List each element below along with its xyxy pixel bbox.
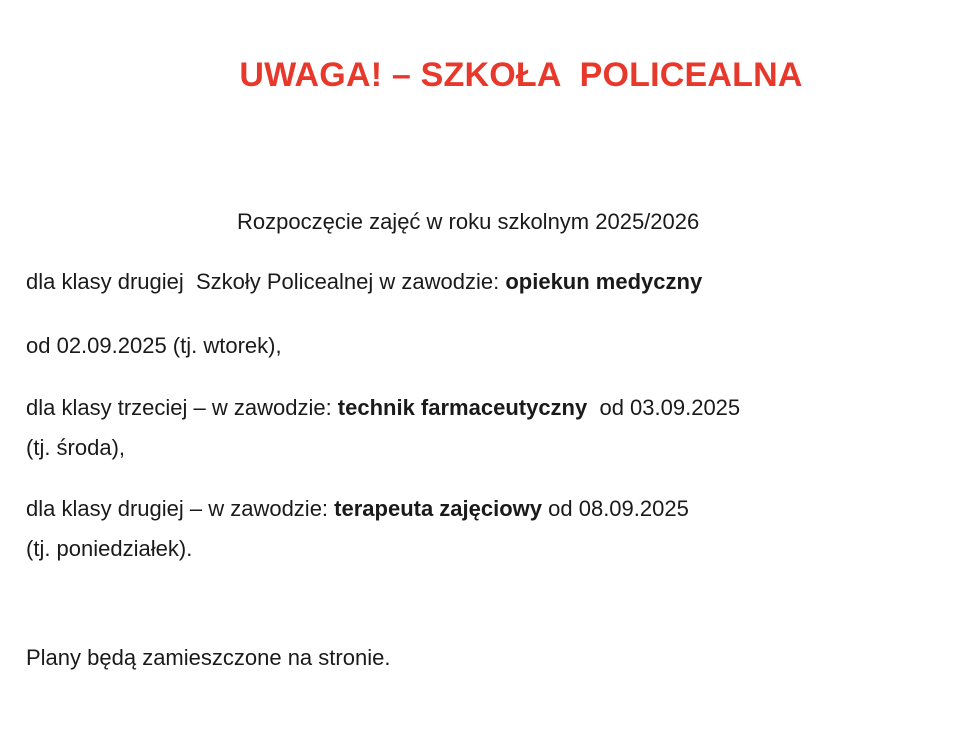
profession-name: opiekun medyczny bbox=[505, 269, 703, 294]
intro-line: Rozpoczęcie zajęć w roku szkolnym 2025/2026 bbox=[237, 209, 700, 234]
notice-title: UWAGA! – SZKOŁA POLICEALNA bbox=[239, 56, 803, 94]
line-date: od 08.09.2025 bbox=[542, 496, 689, 521]
footer-note: Plany będą zamieszczone na stronie. bbox=[26, 645, 391, 670]
line-prefix: dla klasy trzeciej – w zawodzie: bbox=[26, 395, 338, 420]
line-prefix: dla klasy drugiej – w zawodzie: bbox=[26, 496, 335, 521]
class-line-terapeuta bbox=[26, 493, 689, 525]
class-line-opiekun bbox=[26, 266, 702, 298]
line-date: od 03.09.2025 bbox=[587, 395, 741, 420]
class-line-technik-day: (tj. środa), bbox=[26, 435, 126, 460]
start-date-line: od 02.09.2025 (tj. wtorek), bbox=[26, 333, 282, 358]
profession-name: technik farmaceutyczny bbox=[337, 395, 588, 420]
class-line-terapeuta-day: (tj. poniedziałek). bbox=[26, 536, 193, 561]
profession-name: terapeuta zajęciowy bbox=[334, 496, 543, 521]
class-line-technik bbox=[26, 392, 740, 424]
line-prefix: dla klasy drugiej Szkoły Policealnej w zawodzie: bbox=[26, 269, 506, 294]
